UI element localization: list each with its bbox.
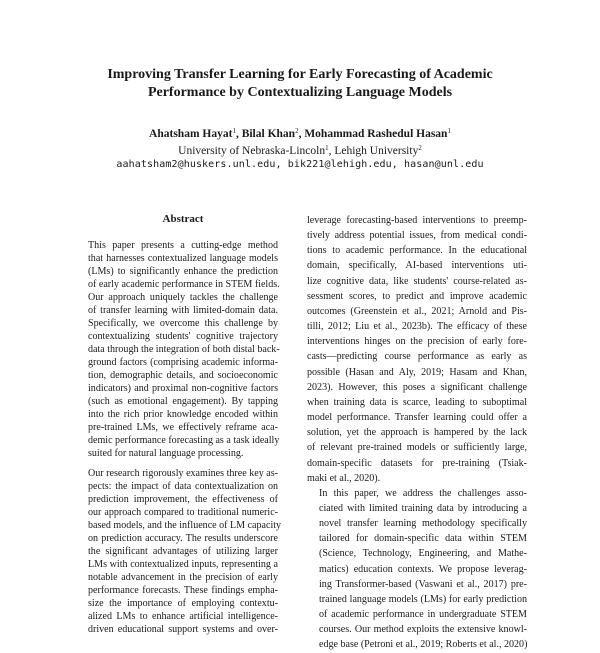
right-column xyxy=(307,213,527,653)
intro-paragraph-1 xyxy=(307,213,527,486)
text-line: ground factors (comprising academic informa- xyxy=(88,357,278,368)
text-line: contextualizing students' cognitive trajectory xyxy=(88,331,278,342)
text-line: Our research rigorously examines three key as- xyxy=(88,468,278,479)
text-line: performance forecasts. These findings empha- xyxy=(88,585,278,596)
abstract-paragraph-1 xyxy=(88,239,278,460)
text-line: our approach compared to traditional numeric- xyxy=(88,507,278,518)
text-line: alized LMs to enhance artificial intelligence- xyxy=(88,611,278,622)
affiliation-line xyxy=(40,141,560,158)
text-line: on prediction accuracy. The results underscore xyxy=(88,533,278,544)
text-line: into the rich prior knowledge encoded within xyxy=(88,409,278,420)
author-sup: 1 xyxy=(447,127,451,135)
text-line: Specifically, we overcome this challenge by xyxy=(88,318,278,329)
text-line: demic performance forecasting as a task ideally xyxy=(88,435,280,446)
text-line: In this paper, we address the challenges asso- xyxy=(319,487,527,499)
text-line: outcomes (Greenstein et al., 2021; Arnold and Pis- xyxy=(307,305,527,317)
author-block xyxy=(40,124,560,172)
text-line: tion, demographic details, and socioeconomic xyxy=(88,370,278,381)
affiliation-1: University of Nebraska-Lincoln xyxy=(178,145,326,157)
text-line: indicators) and proximal non-cognitive factors xyxy=(88,383,278,394)
text-line: courses. Our method exploits the extensive knowl- xyxy=(319,624,527,636)
text-line: tions to academic performance. In the educational xyxy=(307,245,527,257)
text-line: Our approach uniquely tackles the challenge xyxy=(88,292,278,303)
text-line: of early academic performance in STEM fields. xyxy=(88,279,280,290)
text-line: pects: the impact of data contextualization on xyxy=(88,481,278,492)
text-line: prediction improvement, the effectiveness of xyxy=(88,494,278,505)
text-line: (LMs) to significantly enhance the prediction xyxy=(88,266,278,277)
text-line: data through the integration of both distal back- xyxy=(88,344,280,355)
text-line: (such as emotional engagement). By tapping xyxy=(88,396,278,407)
text-line: This paper presents a cutting-edge method xyxy=(88,240,278,251)
text-line: domain, specifically, AI-based interventions uti- xyxy=(307,260,527,272)
text-line: pre-trained LMs, we effectively reframe aca- xyxy=(88,422,278,433)
author-sup: 1 xyxy=(232,127,236,135)
affiliation-sup-1: 1 xyxy=(325,144,329,152)
text-line: novel transfer learning methodology specifically xyxy=(319,518,527,530)
text-line: the significant advantages of utilizing larger xyxy=(88,546,278,557)
text-line: casts—predicting course performance as early as xyxy=(307,351,527,363)
text-line: ing Transformer-based (Vaswani et al., 2017) pre- xyxy=(319,578,527,590)
title-line-2: Performance by Contextualizing Language Models xyxy=(147,85,453,100)
text-line: trained language models (LMs) for early prediction xyxy=(319,593,527,605)
text-line: edge base (Petroni et al., 2019; Roberts et al., 2020) xyxy=(319,639,528,651)
text-line: domain-specific datasets for pre-training (Tsiak- xyxy=(307,457,527,469)
text-line: interventions hinges on the precision of early fore- xyxy=(307,336,527,348)
text-line: tilli, 2012; Liu et al., 2023b). The efficacy of these xyxy=(307,321,527,333)
abstract-paragraph-2 xyxy=(88,467,282,636)
text-line: leverage forecasting-based interventions to preemp- xyxy=(307,215,527,226)
text-line: of relevant pre-trained models or sufficiently large, xyxy=(307,442,527,454)
text-line: when training data is scarce, leading to suboptimal xyxy=(307,396,527,408)
author-names: Ahatsham Hayat$^1$, Bilal Khan$^2$, Mohammad Rashedul Hasan$^1$ xyxy=(149,127,451,140)
text-line: possible (Hasan and Aly, 2019; Hasam and Khan, xyxy=(307,366,527,378)
text-line: ciated with limited training data by introducing a xyxy=(319,502,527,514)
text-line: maki et al., 2020). xyxy=(307,472,381,484)
affiliation-sup-2: 2 xyxy=(418,144,422,152)
title-line-1: Improving Transfer Learning for Early Forecasting of Academic xyxy=(107,67,493,82)
text-line: that harnesses contextualized language models xyxy=(88,253,278,264)
text-line: lize cognitive data, like students' course-related as- xyxy=(307,275,527,287)
text-line: of academic performance in undergraduate STEM xyxy=(319,609,527,621)
text-line: matics) education contexts. We propose leverag- xyxy=(319,563,527,575)
text-line: tively address potential issues, from medical condi- xyxy=(307,230,527,242)
author-emails: aahatsham2@huskers.unl.edu, bik221@lehigh.edu, hasan@unl.edu xyxy=(116,159,484,170)
text-line: 2023). However, this poses a significant challenge xyxy=(307,381,527,393)
author-name: Bilal Khan xyxy=(241,128,296,140)
text-line: solution, yet the approach is hampered by the lack xyxy=(307,427,527,439)
text-line: size the importance of employing contextu- xyxy=(88,598,278,609)
text-line: driven educational support systems and over- xyxy=(88,624,278,635)
intro-paragraph-2 xyxy=(307,486,527,653)
left-column xyxy=(88,212,282,636)
text-line: sessment scores, to predict and improve academic xyxy=(307,290,527,302)
author-sup: 2 xyxy=(295,127,299,135)
text-line: tailored for domain-specific data within STEM xyxy=(319,533,527,545)
text-line: model performance. Transfer learning could offer a xyxy=(307,412,527,424)
text-line: (Science, Technology, Engineering, and Mathe- xyxy=(319,548,527,560)
text-line: suited for natural language processing. xyxy=(88,448,244,459)
text-line: LMs with contextualized inputs, representing a xyxy=(88,559,278,570)
abstract-heading: Abstract xyxy=(162,213,204,225)
text-line: notable advancement in the precision of early xyxy=(88,572,278,583)
paper-title xyxy=(60,66,540,102)
text-line: based models, and the influence of LM capacity xyxy=(88,520,282,531)
text-line: of transfer learning with limited-domain data. xyxy=(88,305,278,316)
author-name: Mohammad Rashedul Hasan xyxy=(304,128,448,140)
affiliation-2: , Lehigh University xyxy=(328,145,419,157)
author-name: Ahatsham Hayat xyxy=(149,128,233,140)
